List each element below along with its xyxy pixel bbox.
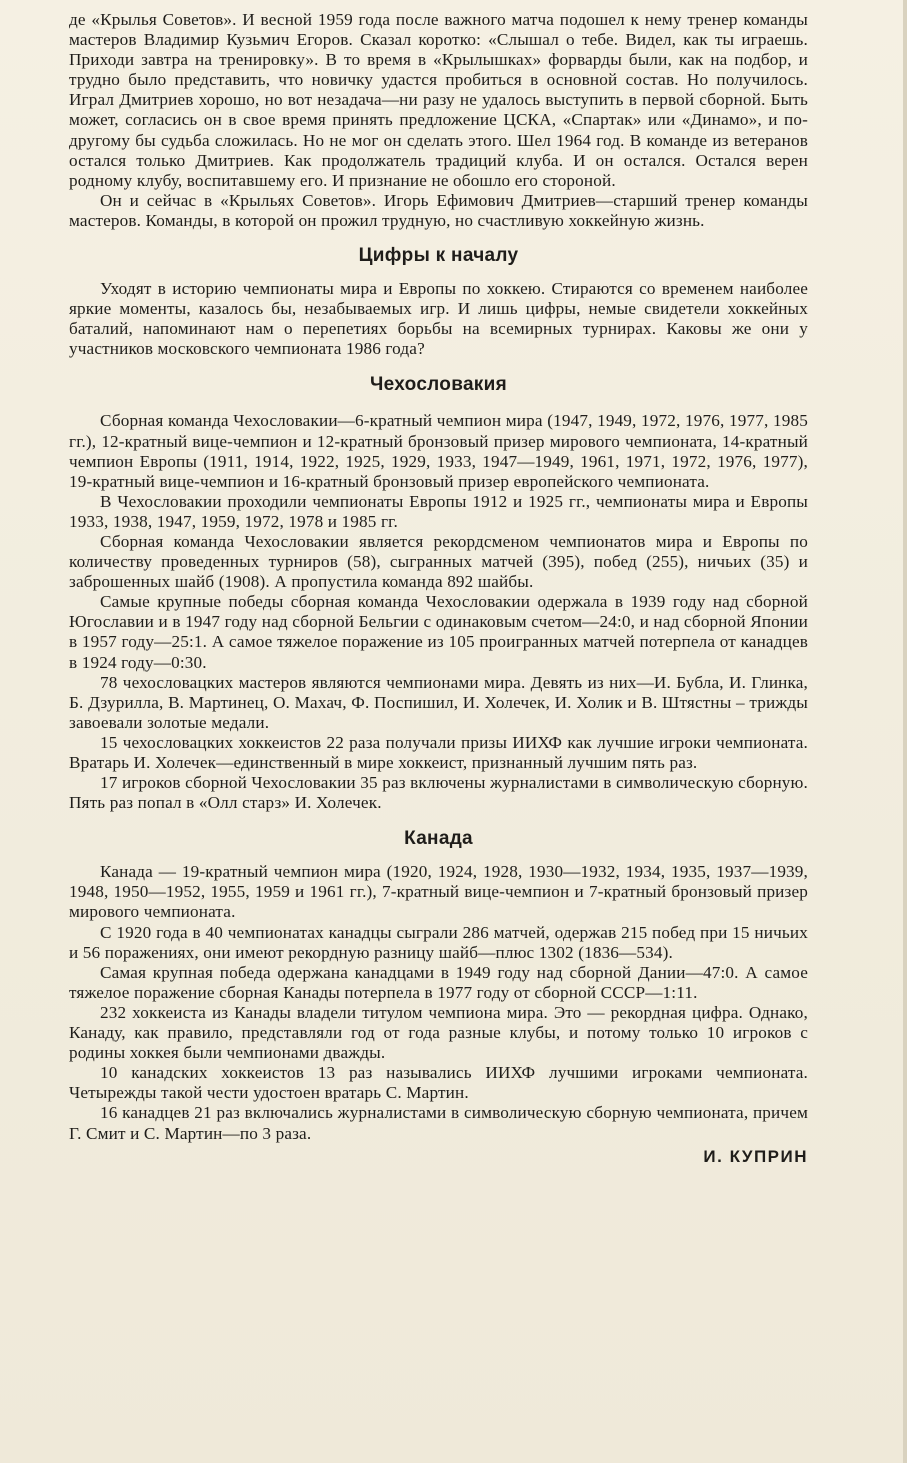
canada-paragraph-1: Канада — 19-кратный чемпион мира (1920, 1924, 1928, 1930—1932, 1934, 1935, 1937—1939, 1948, 1950—1952, 1955, 1959 и 1961 гг.), 7-кратный вице-чемпион и 7-кратный бронзовый призер мирового чемпионата. [69, 862, 808, 922]
canada-section [69, 828, 808, 1143]
canada-paragraph-6: 16 канадцев 21 раз включались журналистами в символическую сборную чемпионата, причем Г. Смит и С. Мартин—по 3 раза. [69, 1103, 808, 1143]
czechoslovakia-paragraph-3: Сборная команда Чехословакии является рекордсменом чемпионатов мира и Европы по количеству проведенных турниров (58), сыгранных матчей (395), побед (255), ничьих (35) и заброшенных шайб (1908). А пропустила команда 892 шайбы. [69, 531, 808, 592]
intro-section [69, 10, 808, 231]
czechoslovakia-heading: Чехословакия [370, 374, 507, 396]
intro-paragraph-2: Он и сейчас в «Крыльях Советов». Игорь Ефимович Дмитриев—старший тренер команды мастеров. Команды, в которой он прожил трудную, но счастливую хоккейную жизнь. [69, 190, 808, 230]
author-signature: И. КУПРИН [703, 1146, 808, 1166]
canada-paragraph-5: 10 канадских хоккеистов 13 раз назывались ИИХФ лучшими игроками чемпионата. Четырежды такой чести удостоен вратарь С. Мартин. [69, 1063, 808, 1103]
figures-paragraph-1: Уходят в историю чемпионаты мира и Европы по хоккею. Стираются со временем наиболее яркие моменты, казалось бы, незабываемых игр. И лишь цифры, немые свидетели хоккейных баталий, напоминают нам о перепетиях борьбы на всемирных турнирах. Каковы же они у участников московского чемпионата 1986 года? [69, 279, 808, 359]
czechoslovakia-paragraph-1: Сборная команда Чехословакии—6-кратный чемпион мира (1947, 1949, 1972, 1976, 1977, 1985 гг.), 12-кратный вице-чемпион и 12-кратный бронзовый призер мирового чемпионата, 14-кратный чемпион Европы (1911, 1914, 1922, 1925, 1929, 1933, 1947—1949, 1961, 1971, 1972, 1976, 1977), 19-кратный вице-чемпион и 16-кратный бронзовый призер европейского чемпионата. [69, 411, 808, 491]
czechoslovakia-paragraph-4: Самые крупные победы сборная команда Чехословакии одержала в 1939 году над сборной Югославии и в 1947 году над сборной Бельгии с одинаковым счетом—24:0, и над сборной Японии в 1957 году—25:1. А самое тяжелое поражение из 105 проигранных матчей потерпела от канадцев в 1924 году—0:30. [69, 592, 808, 672]
czechoslovakia-paragraph-2: В Чехословакии проходили чемпионаты Европы 1912 и 1925 гг., чемпионаты мира и Европы 1933, 1938, 1947, 1959, 1972, 1978 и 1985 гг. [69, 491, 808, 531]
czechoslovakia-paragraph-6: 15 чехословацких хоккеистов 22 раза получали призы ИИХФ как лучшие игроки чемпионата. Вратарь И. Холечек—единственный в мире хоккеист, признанный лучшим пять раз. [69, 732, 808, 772]
figures-section [69, 245, 808, 359]
canada-paragraph-4: 232 хоккеиста из Канады владели титулом чемпиона мира. Это — рекордная цифра. Однако, Канаду, как правило, представляли год от года разные клубы, и потому только 10 игроков с родины хоккея были чемпионами дважды. [69, 1002, 808, 1063]
czechoslovakia-paragraph-5: 78 чехословацких мастеров являются чемпионами мира. Девять из них—И. Бубла, И. Глинка, Б. Дзурилла, В. Мартинец, О. Махач, Ф. Поспишил, И. Холечек, И. Холик и В. Штястны – трижды завоевали золотые медали. [69, 672, 808, 732]
canada-paragraph-3: Самая крупная победа одержана канадцами в 1949 году над сборной Дании—47:0. А самое тяжелое поражение сборная Канады потерпела в 1977 году от сборной СССР—1:11. [69, 962, 808, 1002]
czechoslovakia-section [69, 374, 808, 813]
czechoslovakia-paragraph-7: 17 игроков сборной Чехословакии 35 раз включены журналистами в символическую сборную. Пять раз попал в «Олл старз» И. Холечек. [69, 773, 808, 813]
canada-heading: Канада [404, 828, 473, 850]
figures-heading: Цифры к началу [358, 245, 519, 267]
canada-paragraph-2: С 1920 года в 40 чемпионатах канадцы сыграли 286 матчей, одержав 215 побед при 15 ничьих и 56 поражениях, они имеют рекордную разницу шайб—плюс 1302 (1836—534). [69, 922, 808, 962]
intro-paragraph-1: де «Крылья Советов». И весной 1959 года после важного матча подошел к нему тренер команды мастеров Владимир Кузьмич Егоров. Сказал коротко: «Слышал о тебе. Видел, как ты играешь. Приходи завтра на тренировку». В то время в «Крылышках» форварды были, как на подбор, и трудно было представить, что новичку удастся пробиться в основной состав. Но получилось. Играл Дмитриев хорошо, но вот незадача—ни разу не удалось выступить в первой сборной. Быть может, согласись он в свое время принять предложение ЦСКА, «Спартак» или «Динамо», и по-другому бы судьба сложилась. Но не мог он сделать этого. Шел 1964 год. В команде из ветеранов остался только Дмитриев. Как продолжатель традиций клуба. И он остался. Остался верен родному клубу, воспитавшему его. И признание не обошло его стороной. [69, 10, 808, 190]
